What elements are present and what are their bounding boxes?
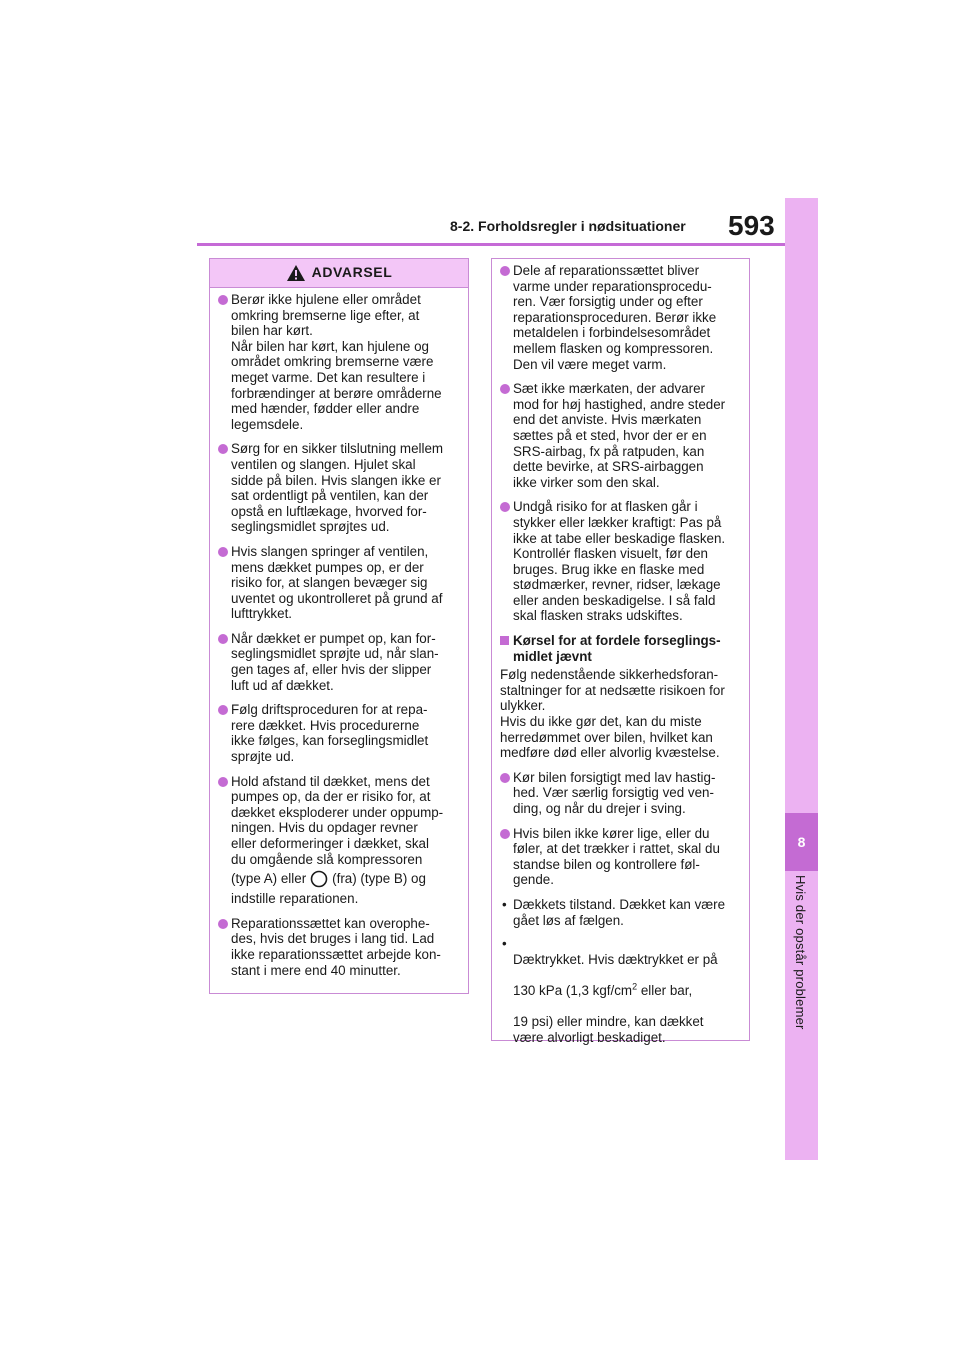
warning-bullet: Berør ikke hjulene eller området omkring bremserne lige efter, at bilen har kørt. Når bilen har kørt, kan hjulene og området omkring bremserne være meget varme. Det kan resultere i forbrændinger at berøre områderne med hænder, fødder eller andre legemsdele. (218, 292, 460, 432)
page-number: 593 (728, 210, 775, 241)
warning-body (210, 288, 468, 978)
warning-header (210, 259, 468, 288)
header-rule (197, 243, 785, 246)
warning-title: ADVARSEL (311, 264, 393, 281)
subsection-heading: Kørsel for at fordele forseglings- midlet jævnt (500, 633, 741, 664)
inline-icon-line: (type A) eller (fra) (type B) og (231, 871, 426, 887)
warning-box (209, 258, 469, 994)
caution-bullet: Undgå risiko for at flasken går i stykker eller lækker kraftigt: Pas på ikke at tabe eller beskadige flasken. Kontrollér flasken visuelt, før den bruges. Brug ikke en flaske med stødmærker, revner, ridser, lækage eller anden beskadigelse. I så fald skal flasken straks udskiftes. (500, 499, 741, 624)
dot-item: • Dæktrykket. Hvis dæktrykket er på 130 kPa (1,3 kgf/$cm^2$ eller bar, 19 psi) eller mindre, kan dækket være alvorligt beskadiget. (500, 936, 741, 1061)
chapter-number-box (785, 813, 818, 871)
warning-bullet: Følg driftsproceduren for at repa- rere dækket. Hvis procedurerne ikke følges, kan forseglingsmidlet sprøjte ud. (218, 702, 460, 764)
warning-bullet: Sørg for en sikker tilslutning mellem ventilen og slangen. Hjulet skal sidde på bilen. Hvis slangen ikke er sat ordentligt på ventilen, kan der opstå en luftlækage, hvorved for- seglingsmidlet sprøjtes ud. (218, 441, 460, 535)
right-column (491, 258, 750, 1045)
caution-bullet: Dele af reparationssættet bliver varme under reparationsprocedu- ren. Vær forsigtig under og efter reparationsproceduren. Berør ikke metaldelen i forbindelsesområdet mellem flasken og kompressoren. Den vil være meget varm. (500, 263, 741, 372)
warning-bullet: Hold afstand til dækket, mens det pumpes op, da der er risiko for, at dækket eksploderer under oppump- ningen. Hvis du opdager revner eller deformeringer i dækket, skal du omgående slå kompressoren (type A) eller (fra) (type B) og indstille reparationen. (218, 774, 460, 907)
cap-circle-icon (310, 870, 328, 888)
chapter-label: Hvis der opstår problemer (793, 875, 808, 1030)
warning-bullet: Reparationssættet kan overophe- des, hvis det bruges i lang tid. Lad ikke reparationssættet arbejde kon- stant i mere end 40 minutter. (218, 916, 460, 978)
chapter-number: 8 (797, 834, 806, 850)
warning-triangle-icon (286, 264, 306, 282)
warning-bullet: Når dækket er pumpet op, kan for- seglingsmidlet sprøjte ud, når slan- gen tages af, eller hvis der slipper luft ud af dækket. (218, 631, 460, 693)
caution-bullet: Hvis bilen ikke kører lige, eller du føler, at det trækker i rattet, skal du standse bilen og kontrollere føl- gende. (500, 826, 741, 888)
caution-bullet: Kør bilen forsigtigt med lav hastig- hed. Vær særlig forsigtig ved ven- ding, og når du drejer i sving. (500, 770, 741, 817)
caution-bullet: Sæt ikke mærkaten, der advarer mod for høj hastighed, andre steder end det anviste. Hvis mærkaten sættes på et sted, hvor der er en SRS-airbag, fx på ratpuden, kan dette bevirke, at SRS-airbaggen ikke virker som den skal. (500, 381, 741, 490)
warning-bullet: Hvis slangen springer af ventilen, mens dækket pumpes op, er der risiko for, at slangen bevæger sig uventet og ukontrolleret på grund af lufttrykket. (218, 544, 460, 622)
dot-item: • Dækkets tilstand. Dækket kan være gået løs af fælgen. (500, 897, 741, 928)
subsection-paragraph: Følg nedenstående sikkerhedsforan- staltninger for at nedsætte risikoen for ulykker. Hvis du ikke gør det, kan du miste herredømmet over bilen, hvilket kan medføre død eller alvorlig kvæstelse. (500, 667, 725, 761)
section-title: 8-2. Forholdsregler i nødsituationer (450, 218, 686, 234)
